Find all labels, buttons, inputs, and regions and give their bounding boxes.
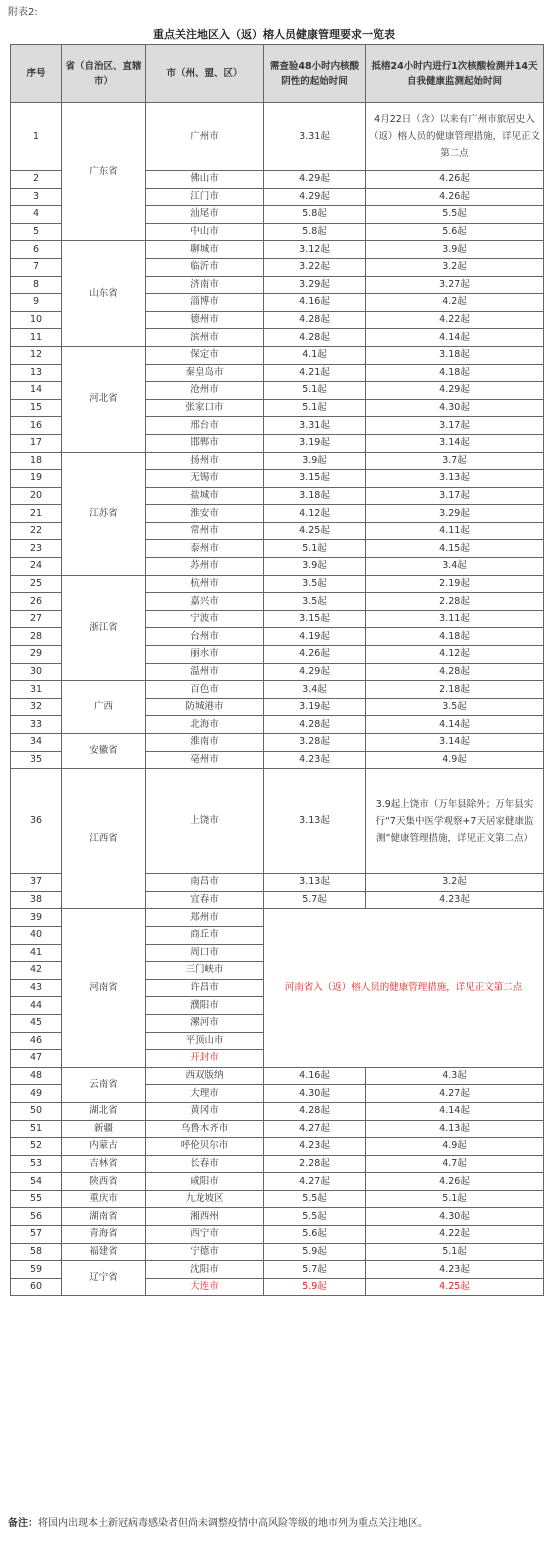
neg48-cell: 3.5起 xyxy=(264,593,366,611)
row-number: 30 xyxy=(11,663,62,681)
neg48-cell: 4.1起 xyxy=(264,346,366,364)
city-cell: 西宁市 xyxy=(146,1226,264,1244)
row-number: 34 xyxy=(11,734,62,752)
city-cell: 呼伦贝尔市 xyxy=(146,1138,264,1156)
city-cell: 黄冈市 xyxy=(146,1102,264,1120)
row-number: 45 xyxy=(11,1014,62,1032)
test24-cell: 4.30起 xyxy=(366,1208,544,1226)
test24-cell: 4.22起 xyxy=(366,1226,544,1244)
footnote-label: 备注： xyxy=(8,1518,38,1529)
province-cell: 吉林省 xyxy=(62,1155,146,1173)
neg48-cell: 3.9起 xyxy=(264,558,366,576)
neg48-cell: 3.4起 xyxy=(264,681,366,699)
neg48-cell: 3.28起 xyxy=(264,734,366,752)
city-cell: 中山市 xyxy=(146,223,264,241)
table-row xyxy=(11,1190,544,1208)
test24-cell: 3.4起 xyxy=(366,558,544,576)
city-cell: 滨州市 xyxy=(146,329,264,347)
neg48-cell: 4.27起 xyxy=(264,1173,366,1191)
row-number: 43 xyxy=(11,979,62,997)
neg48-cell: 4.23起 xyxy=(264,1138,366,1156)
table-row xyxy=(11,103,544,171)
test24-cell: 4.22起 xyxy=(366,311,544,329)
row-number: 44 xyxy=(11,997,62,1015)
neg48-cell: 5.5起 xyxy=(264,1208,366,1226)
row-number: 42 xyxy=(11,962,62,980)
province-cell: 重庆市 xyxy=(62,1190,146,1208)
neg48-cell: 3.18起 xyxy=(264,487,366,505)
row-number: 59 xyxy=(11,1261,62,1279)
city-cell: 商丘市 xyxy=(146,926,264,944)
test24-cell: 4.29起 xyxy=(366,382,544,400)
test24-cell: 4.23起 xyxy=(366,1261,544,1279)
test24-cell: 4.7起 xyxy=(366,1155,544,1173)
city-cell: 西双版纳 xyxy=(146,1067,264,1085)
city-cell: 丽水市 xyxy=(146,646,264,664)
table-row xyxy=(11,1067,544,1085)
province-cell: 湖北省 xyxy=(62,1102,146,1120)
row-number: 20 xyxy=(11,487,62,505)
row-number: 38 xyxy=(11,891,62,909)
neg48-cell: 3.15起 xyxy=(264,470,366,488)
test24-cell: 4.11起 xyxy=(366,522,544,540)
table-row xyxy=(11,1155,544,1173)
table-row xyxy=(11,1243,544,1261)
city-cell: 嘉兴市 xyxy=(146,593,264,611)
row-number: 32 xyxy=(11,698,62,716)
test24-cell: 4.26起 xyxy=(366,171,544,189)
test24-cell: 4.12起 xyxy=(366,646,544,664)
neg48-cell: 4.25起 xyxy=(264,522,366,540)
province-cell: 青海省 xyxy=(62,1226,146,1244)
city-cell: 江门市 xyxy=(146,188,264,206)
neg48-cell: 4.16起 xyxy=(264,1067,366,1085)
row-number: 36 xyxy=(11,769,62,874)
table-row xyxy=(11,1261,544,1279)
table-row xyxy=(11,241,544,259)
city-cell: 百色市 xyxy=(146,681,264,699)
city-cell: 亳州市 xyxy=(146,751,264,769)
city-cell: 周口市 xyxy=(146,944,264,962)
city-cell: 南昌市 xyxy=(146,874,264,892)
province-cell: 陕西省 xyxy=(62,1173,146,1191)
row-number: 47 xyxy=(11,1050,62,1068)
test24-cell: 4.9起 xyxy=(366,1138,544,1156)
row-number: 49 xyxy=(11,1085,62,1103)
test24-cell: 4.14起 xyxy=(366,1102,544,1120)
neg48-cell: 3.5起 xyxy=(264,575,366,593)
city-cell: 广州市 xyxy=(146,103,264,171)
test24-cell: 3.17起 xyxy=(366,417,544,435)
city-cell: 秦皇岛市 xyxy=(146,364,264,382)
neg48-cell: 3.22起 xyxy=(264,258,366,276)
row-number: 39 xyxy=(11,909,62,927)
city-cell: 乌鲁木齐市 xyxy=(146,1120,264,1138)
test24-cell: 4.26起 xyxy=(366,1173,544,1191)
table-row xyxy=(11,452,544,470)
neg48-cell: 5.7起 xyxy=(264,1261,366,1279)
province-cell: 新疆 xyxy=(62,1120,146,1138)
row-number: 29 xyxy=(11,646,62,664)
province-cell: 河北省 xyxy=(62,346,146,452)
test24-cell: 4.18起 xyxy=(366,628,544,646)
city-cell: 苏州市 xyxy=(146,558,264,576)
row-number: 51 xyxy=(11,1120,62,1138)
table-row xyxy=(11,346,544,364)
neg48-cell: 3.31起 xyxy=(264,417,366,435)
province-cell: 广西 xyxy=(62,681,146,734)
neg48-cell: 5.1起 xyxy=(264,540,366,558)
row-number: 52 xyxy=(11,1138,62,1156)
test24-cell: 4.13起 xyxy=(366,1120,544,1138)
neg48-cell: 4.26起 xyxy=(264,646,366,664)
city-cell: 泰州市 xyxy=(146,540,264,558)
neg48-cell: 5.5起 xyxy=(264,1190,366,1208)
neg48-cell: 4.28起 xyxy=(264,1102,366,1120)
test24-cell: 2.28起 xyxy=(366,593,544,611)
row-number: 41 xyxy=(11,944,62,962)
test24-cell: 5.1起 xyxy=(366,1190,544,1208)
row-number: 55 xyxy=(11,1190,62,1208)
city-cell: 平顶山市 xyxy=(146,1032,264,1050)
row-number: 12 xyxy=(11,346,62,364)
row-number: 58 xyxy=(11,1243,62,1261)
city-cell: 淮安市 xyxy=(146,505,264,523)
test24-cell: 2.18起 xyxy=(366,681,544,699)
neg48-cell: 5.7起 xyxy=(264,891,366,909)
province-cell: 山东省 xyxy=(62,241,146,347)
city-cell: 北海市 xyxy=(146,716,264,734)
row-number: 8 xyxy=(11,276,62,294)
city-cell: 台州市 xyxy=(146,628,264,646)
neg48-cell: 4.28起 xyxy=(264,311,366,329)
row-number: 2 xyxy=(11,171,62,189)
row-number: 14 xyxy=(11,382,62,400)
footnote xyxy=(8,1514,428,1529)
city-cell: 宁德市 xyxy=(146,1243,264,1261)
row-number: 54 xyxy=(11,1173,62,1191)
province-cell: 浙江省 xyxy=(62,575,146,681)
row-number: 11 xyxy=(11,329,62,347)
province-cell: 江西省 xyxy=(62,769,146,909)
neg48-cell: 3.29起 xyxy=(264,276,366,294)
row-number: 24 xyxy=(11,558,62,576)
city-cell: 常州市 xyxy=(146,522,264,540)
table-row xyxy=(11,734,544,752)
row-number: 56 xyxy=(11,1208,62,1226)
table-row xyxy=(11,1138,544,1156)
row-number: 26 xyxy=(11,593,62,611)
test24-cell: 3.5起 xyxy=(366,698,544,716)
neg48-cell: 4.16起 xyxy=(264,294,366,312)
test24-cell: 4.23起 xyxy=(366,891,544,909)
test24-cell: 3.27起 xyxy=(366,276,544,294)
neg48-cell: 4.28起 xyxy=(264,329,366,347)
test24-cell: 3.11起 xyxy=(366,610,544,628)
city-cell: 佛山市 xyxy=(146,171,264,189)
table-row xyxy=(11,769,544,874)
row-number: 16 xyxy=(11,417,62,435)
neg48-cell: 5.1起 xyxy=(264,399,366,417)
neg48-cell: 3.13起 xyxy=(264,874,366,892)
province-cell: 内蒙古 xyxy=(62,1138,146,1156)
city-cell: 德州市 xyxy=(146,311,264,329)
province-cell: 福建省 xyxy=(62,1243,146,1261)
row-number: 21 xyxy=(11,505,62,523)
test24-cell: 4月22日（含）以来有广州市旅居史入（返）榕人员的健康管理措施，详见正文第二点 xyxy=(366,103,544,171)
city-cell: 温州市 xyxy=(146,663,264,681)
city-cell: 大连市 xyxy=(146,1278,264,1296)
region-requirements-table xyxy=(10,44,544,1296)
province-cell: 云南省 xyxy=(62,1067,146,1102)
test24-cell: 4.18起 xyxy=(366,364,544,382)
table-body xyxy=(11,103,544,1296)
city-cell: 濮阳市 xyxy=(146,997,264,1015)
row-number: 22 xyxy=(11,522,62,540)
province-cell: 辽宁省 xyxy=(62,1261,146,1296)
neg48-cell: 4.29起 xyxy=(264,171,366,189)
row-number: 13 xyxy=(11,364,62,382)
neg48-cell: 4.29起 xyxy=(264,663,366,681)
test24-cell: 4.26起 xyxy=(366,188,544,206)
neg48-cell: 4.30起 xyxy=(264,1085,366,1103)
city-cell: 保定市 xyxy=(146,346,264,364)
row-number: 37 xyxy=(11,874,62,892)
city-cell: 沧州市 xyxy=(146,382,264,400)
test24-cell: 3.29起 xyxy=(366,505,544,523)
neg48-cell: 4.28起 xyxy=(264,716,366,734)
row-number: 60 xyxy=(11,1278,62,1296)
neg48-cell: 5.8起 xyxy=(264,223,366,241)
row-number: 5 xyxy=(11,223,62,241)
neg48-cell: 4.19起 xyxy=(264,628,366,646)
test24-cell: 5.6起 xyxy=(366,223,544,241)
row-number: 40 xyxy=(11,926,62,944)
row-number: 7 xyxy=(11,258,62,276)
city-cell: 开封市 xyxy=(146,1050,264,1068)
attachment-label: 附表2: xyxy=(8,7,38,18)
table-row xyxy=(11,575,544,593)
test24-cell: 4.30起 xyxy=(366,399,544,417)
city-cell: 淄博市 xyxy=(146,294,264,312)
row-number: 1 xyxy=(11,103,62,171)
table-row xyxy=(11,681,544,699)
province-cell: 广东省 xyxy=(62,103,146,241)
row-number: 31 xyxy=(11,681,62,699)
row-number: 3 xyxy=(11,188,62,206)
neg48-cell: 4.21起 xyxy=(264,364,366,382)
test24-cell: 4.15起 xyxy=(366,540,544,558)
city-cell: 邯郸市 xyxy=(146,434,264,452)
city-cell: 杭州市 xyxy=(146,575,264,593)
header-no: 序号 xyxy=(11,45,62,103)
test24-cell: 2.19起 xyxy=(366,575,544,593)
city-cell: 许昌市 xyxy=(146,979,264,997)
test24-cell: 3.14起 xyxy=(366,434,544,452)
city-cell: 漯河市 xyxy=(146,1014,264,1032)
test24-cell: 4.3起 xyxy=(366,1067,544,1085)
city-cell: 济南市 xyxy=(146,276,264,294)
row-number: 33 xyxy=(11,716,62,734)
row-number: 23 xyxy=(11,540,62,558)
test24-cell: 4.2起 xyxy=(366,294,544,312)
city-cell: 郑州市 xyxy=(146,909,264,927)
neg48-cell: 3.19起 xyxy=(264,698,366,716)
row-number: 28 xyxy=(11,628,62,646)
neg48-cell: 5.9起 xyxy=(264,1278,366,1296)
row-number: 19 xyxy=(11,470,62,488)
row-number: 17 xyxy=(11,434,62,452)
neg48-cell: 3.9起 xyxy=(264,452,366,470)
city-cell: 湘西州 xyxy=(146,1208,264,1226)
city-cell: 长春市 xyxy=(146,1155,264,1173)
neg48-cell: 4.29起 xyxy=(264,188,366,206)
neg48-cell: 3.19起 xyxy=(264,434,366,452)
row-number: 57 xyxy=(11,1226,62,1244)
city-cell: 宜春市 xyxy=(146,891,264,909)
test24-cell: 4.27起 xyxy=(366,1085,544,1103)
row-number: 18 xyxy=(11,452,62,470)
city-cell: 大理市 xyxy=(146,1085,264,1103)
table-row xyxy=(11,909,544,927)
footnote-text: 将国内出现本土新冠病毒感染者但尚未调整疫情中高风险等级的地市列为重点关注地区。 xyxy=(38,1518,428,1529)
row-number: 15 xyxy=(11,399,62,417)
test24-cell: 4.28起 xyxy=(366,663,544,681)
province-cell: 河南省 xyxy=(62,909,146,1067)
row-number: 48 xyxy=(11,1067,62,1085)
city-cell: 汕尾市 xyxy=(146,206,264,224)
city-cell: 上饶市 xyxy=(146,769,264,874)
neg48-cell: 3.31起 xyxy=(264,103,366,171)
city-cell: 聊城市 xyxy=(146,241,264,259)
test24-cell: 4.25起 xyxy=(366,1278,544,1296)
neg48-cell: 3.12起 xyxy=(264,241,366,259)
city-cell: 扬州市 xyxy=(146,452,264,470)
row-number: 35 xyxy=(11,751,62,769)
test24-cell: 3.9起 xyxy=(366,241,544,259)
neg48-cell: 4.23起 xyxy=(264,751,366,769)
city-cell: 咸阳市 xyxy=(146,1173,264,1191)
row-number: 9 xyxy=(11,294,62,312)
test24-cell: 5.1起 xyxy=(366,1243,544,1261)
province-cell: 安徽省 xyxy=(62,734,146,769)
row-number: 46 xyxy=(11,1032,62,1050)
test24-cell: 4.14起 xyxy=(366,329,544,347)
table-row xyxy=(11,1120,544,1138)
test24-cell: 3.17起 xyxy=(366,487,544,505)
header-city: 市（州、盟、区） xyxy=(146,45,264,103)
table-title: 重点关注地区入（返）榕人员健康管理要求一览表 xyxy=(153,28,395,41)
city-cell: 淮南市 xyxy=(146,734,264,752)
city-cell: 防城港市 xyxy=(146,698,264,716)
test24-cell: 3.2起 xyxy=(366,874,544,892)
table-row xyxy=(11,1173,544,1191)
row-number: 27 xyxy=(11,610,62,628)
row-number: 4 xyxy=(11,206,62,224)
neg48-cell: 5.1起 xyxy=(264,382,366,400)
test24-cell: 3.2起 xyxy=(366,258,544,276)
test24-cell: 3.7起 xyxy=(366,452,544,470)
neg48-cell: 4.12起 xyxy=(264,505,366,523)
neg48-cell: 5.8起 xyxy=(264,206,366,224)
row-number: 25 xyxy=(11,575,62,593)
henan-note-cell: 河南省入（返）榕人员的健康管理措施，详见正文第二点 xyxy=(264,909,544,1067)
neg48-cell: 4.27起 xyxy=(264,1120,366,1138)
city-cell: 九龙坡区 xyxy=(146,1190,264,1208)
test24-cell: 5.5起 xyxy=(366,206,544,224)
test24-cell: 4.14起 xyxy=(366,716,544,734)
city-cell: 无锡市 xyxy=(146,470,264,488)
city-cell: 张家口市 xyxy=(146,399,264,417)
neg48-cell: 3.13起 xyxy=(264,769,366,874)
header-province: 省（自治区、直辖市） xyxy=(62,45,146,103)
test24-cell: 4.9起 xyxy=(366,751,544,769)
test24-cell: 3.18起 xyxy=(366,346,544,364)
row-number: 50 xyxy=(11,1102,62,1120)
row-number: 53 xyxy=(11,1155,62,1173)
city-cell: 邢台市 xyxy=(146,417,264,435)
neg48-cell: 5.6起 xyxy=(264,1226,366,1244)
header-neg48: 需查验48小时内核酸阴性的起始时间 xyxy=(264,45,366,103)
city-cell: 宁波市 xyxy=(146,610,264,628)
table-row xyxy=(11,1208,544,1226)
test24-cell: 3.9起上饶市（万年县除外；万年县实行“7天集中医学观察+7天居家健康监测”健康管理措施，详见正文第二点） xyxy=(366,769,544,874)
city-cell: 盐城市 xyxy=(146,487,264,505)
row-number: 10 xyxy=(11,311,62,329)
test24-cell: 3.13起 xyxy=(366,470,544,488)
city-cell: 沈阳市 xyxy=(146,1261,264,1279)
neg48-cell: 3.15起 xyxy=(264,610,366,628)
header-test24: 抵榕24小时内进行1次核酸检测并14天自我健康监测起始时间 xyxy=(366,45,544,103)
neg48-cell: 2.28起 xyxy=(264,1155,366,1173)
table-row xyxy=(11,1102,544,1120)
table-row xyxy=(11,1226,544,1244)
province-cell: 江苏省 xyxy=(62,452,146,575)
row-number: 6 xyxy=(11,241,62,259)
province-cell: 湖南省 xyxy=(62,1208,146,1226)
neg48-cell: 5.9起 xyxy=(264,1243,366,1261)
city-cell: 临沂市 xyxy=(146,258,264,276)
city-cell: 三门峡市 xyxy=(146,962,264,980)
test24-cell: 3.14起 xyxy=(366,734,544,752)
